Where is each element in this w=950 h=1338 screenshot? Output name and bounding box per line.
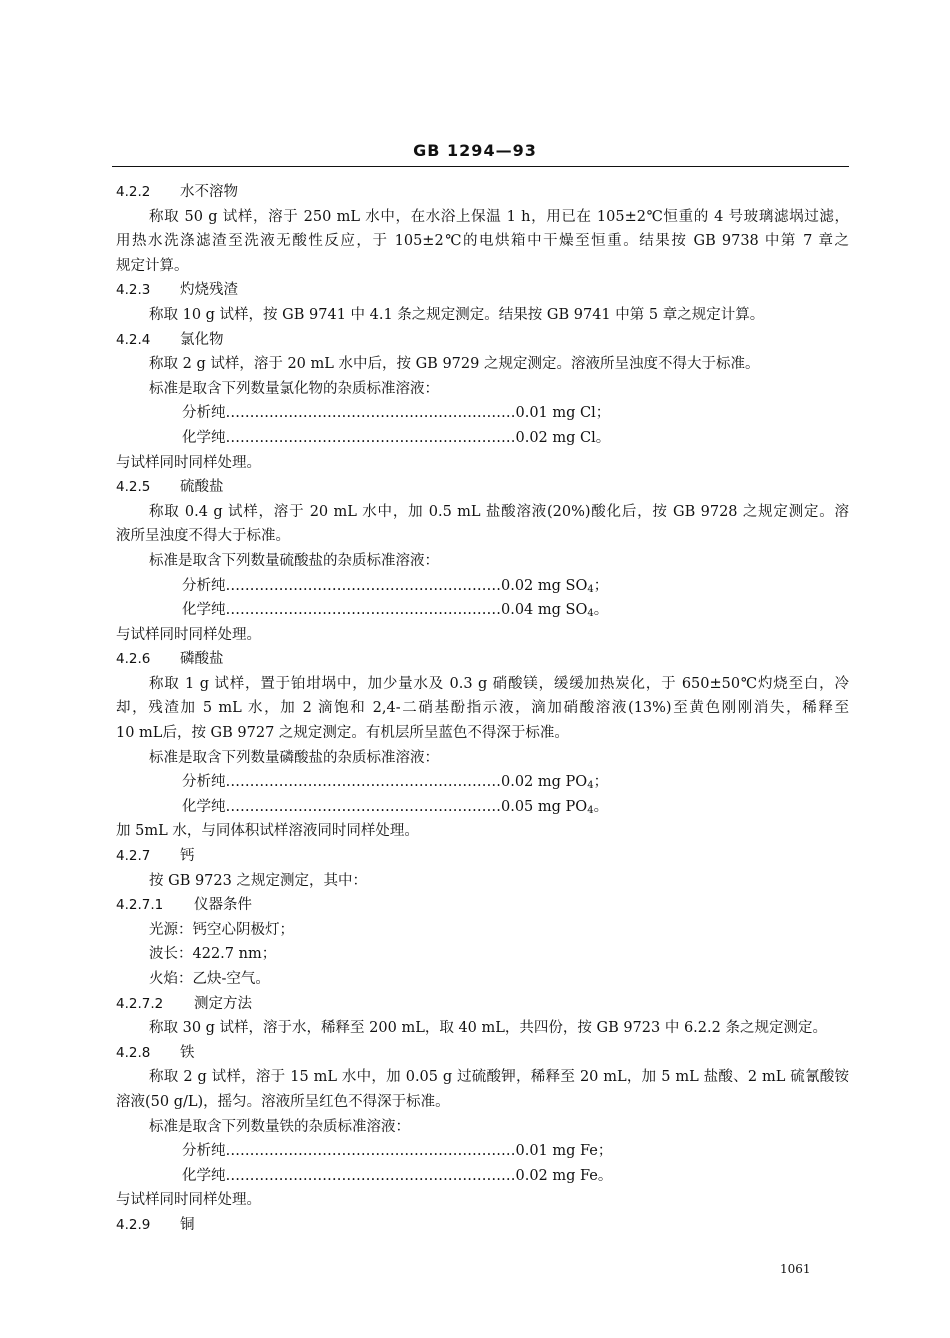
section-title: 测定方法 bbox=[194, 995, 252, 1012]
section-4-2-7-heading bbox=[116, 844, 849, 869]
paragraph-line: 液所呈浊度不得大于标准。 bbox=[116, 528, 290, 545]
grade-line-analytical: 分析纯……………………………………………………0.01 mg Cl； bbox=[182, 405, 611, 422]
grade-end: ； bbox=[593, 577, 609, 594]
section-4-2-3-heading bbox=[116, 278, 849, 303]
paragraph-line: 与试样同时同样处理。 bbox=[116, 454, 261, 471]
paragraph-line: 称取 10 g 试样，按 GB 9741 中 4.1 条之规定测定。结果按 GB 9741 中第 5 章之规定计算。 bbox=[149, 306, 765, 323]
grade-line-analytical bbox=[116, 770, 849, 795]
section-number: 4.2.4 bbox=[116, 331, 151, 348]
paragraph-line: 加 5mL 水，与同体积试样溶液同时同样处理。 bbox=[116, 823, 419, 840]
section-title: 水不溶物 bbox=[180, 184, 238, 200]
paragraph-line: 火焰：乙炔-空气。 bbox=[149, 971, 270, 987]
section-title: 氯化物 bbox=[180, 331, 224, 348]
section-title: 磷酸盐 bbox=[180, 651, 224, 668]
grade-text: 分析纯…………………………………………………0.02 mg PO bbox=[182, 774, 588, 791]
paragraph-line: 称取 30 g 试样，溶于水，稀释至 200 mL，取 40 mL，共四份，按 GB 9723 中 6.2.2 条之规定测定。 bbox=[149, 1020, 827, 1037]
header-rule bbox=[112, 166, 849, 167]
paragraph-line: 波长：422.7 nm； bbox=[149, 946, 277, 963]
section-title: 硫酸盐 bbox=[180, 479, 224, 496]
paragraph-line: 称取 1 g 试样，置于铂坩埚中，加少量水及 0.3 g 硝酸镁，缓缓加热炭化，于 650±50℃灼烧至白，冷 bbox=[149, 675, 849, 692]
paragraph-line: 标准是取含下列数量氯化物的杂质标准溶液： bbox=[149, 380, 439, 397]
document-code-header: GB 1294—93 bbox=[413, 141, 537, 160]
paragraph-line: 却，残渣加 5 mL 水，加 2 滴饱和 2,4-二硝基酚指示液，滴加硝酸溶液(13%)至黄色刚刚消失，稀释至 bbox=[116, 700, 849, 717]
section-number: 4.2.2 bbox=[116, 184, 151, 200]
section-number: 4.2.6 bbox=[116, 651, 151, 668]
section-number: 4.2.7.2 bbox=[116, 995, 164, 1012]
grade-text: 分析纯…………………………………………………0.02 mg SO bbox=[182, 577, 588, 594]
section-4-2-2-heading bbox=[116, 180, 849, 205]
section-4-2-5-heading bbox=[116, 475, 849, 500]
paragraph-line: 称取 0.4 g 试样，溶于 20 mL 水中，加 0.5 mL 盐酸溶液(20%)酸化后，按 GB 9728 之规定测定。溶 bbox=[149, 503, 849, 520]
paragraph-line: 与试样同时同样处理。 bbox=[116, 1192, 261, 1209]
grade-line-chemical: 化学纯……………………………………………………0.02 mg Fe。 bbox=[182, 1167, 613, 1184]
grade-text: 化学纯…………………………………………………0.05 mg PO bbox=[182, 798, 588, 815]
paragraph-line: 光源：钙空心阴极灯； bbox=[149, 921, 294, 938]
section-4-2-4-heading bbox=[116, 328, 849, 353]
paragraph-line: 标准是取含下列数量硫酸盐的杂质标准溶液： bbox=[149, 552, 439, 569]
grade-line-chemical bbox=[116, 598, 849, 623]
grade-end: 。 bbox=[593, 602, 609, 619]
grade-end: ； bbox=[593, 774, 609, 791]
grade-line-chemical: 化学纯……………………………………………………0.02 mg Cl。 bbox=[182, 429, 611, 446]
section-4-2-7-1-heading bbox=[116, 893, 849, 918]
paragraph-line: 10 mL后，按 GB 9727 之规定测定。有机层所呈蓝色不得深于标准。 bbox=[116, 725, 569, 742]
section-number: 4.2.8 bbox=[116, 1044, 151, 1061]
subscript: 4 bbox=[587, 780, 594, 792]
paragraph-line: 用热水洗涤滤渣至洗液无酸性反应，于 105±2℃的电烘箱中干燥至恒重。结果按 GB 9738 中第 7 章之 bbox=[116, 233, 849, 250]
paragraph-line: 规定计算。 bbox=[116, 257, 189, 274]
paragraph-line: 称取 2 g 试样，溶于 20 mL 水中后，按 GB 9729 之规定测定。溶液所呈浊度不得大于标准。 bbox=[149, 356, 760, 373]
paragraph-line: 与试样同时同样处理。 bbox=[116, 626, 261, 643]
section-title: 钙 bbox=[180, 848, 195, 865]
section-number: 4.2.7.1 bbox=[116, 897, 164, 914]
section-number: 4.2.5 bbox=[116, 479, 151, 496]
paragraph-line: 标准是取含下列数量磷酸盐的杂质标准溶液： bbox=[149, 749, 439, 766]
section-4-2-9-heading bbox=[116, 1213, 849, 1238]
section-number: 4.2.3 bbox=[116, 282, 151, 299]
grade-line-chemical bbox=[116, 795, 849, 820]
section-4-2-8-heading bbox=[116, 1041, 849, 1066]
grade-end: 。 bbox=[593, 798, 609, 815]
grade-text: 化学纯…………………………………………………0.04 mg SO bbox=[182, 602, 588, 619]
grade-line-analytical bbox=[116, 574, 849, 599]
paragraph-line: 溶液(50 g/L)，摇匀。溶液所呈红色不得深于标准。 bbox=[116, 1093, 450, 1110]
section-4-2-7-2-heading bbox=[116, 992, 849, 1017]
section-4-2-6-heading bbox=[116, 647, 849, 672]
subscript: 4 bbox=[587, 804, 594, 816]
paragraph-line: 称取 50 g 试样，溶于 250 mL 水中，在水浴上保温 1 h，用已在 105±2℃恒重的 4 号玻璃滤埚过滤， bbox=[149, 208, 849, 225]
page-number: 1061 bbox=[780, 1262, 811, 1276]
paragraph-line: 标准是取含下列数量铁的杂质标准溶液： bbox=[149, 1118, 410, 1135]
paragraph-line: 按 GB 9723 之规定测定，其中： bbox=[149, 872, 367, 889]
section-title: 铁 bbox=[180, 1044, 195, 1061]
section-number: 4.2.9 bbox=[116, 1216, 151, 1233]
subscript: 4 bbox=[587, 583, 594, 595]
section-title: 灼烧残渣 bbox=[180, 282, 238, 299]
section-number: 4.2.7 bbox=[116, 848, 151, 865]
paragraph-line: 称取 2 g 试样，溶于 15 mL 水中，加 0.05 g 过硫酸钾，稀释至 20 mL，加 5 mL 盐酸、2 mL 硫氰酸铵 bbox=[149, 1069, 849, 1086]
section-title: 铜 bbox=[180, 1216, 195, 1233]
grade-line-analytical: 分析纯……………………………………………………0.01 mg Fe； bbox=[182, 1143, 613, 1160]
document-body bbox=[116, 180, 849, 1238]
section-title: 仪器条件 bbox=[194, 897, 252, 914]
subscript: 4 bbox=[587, 608, 594, 620]
